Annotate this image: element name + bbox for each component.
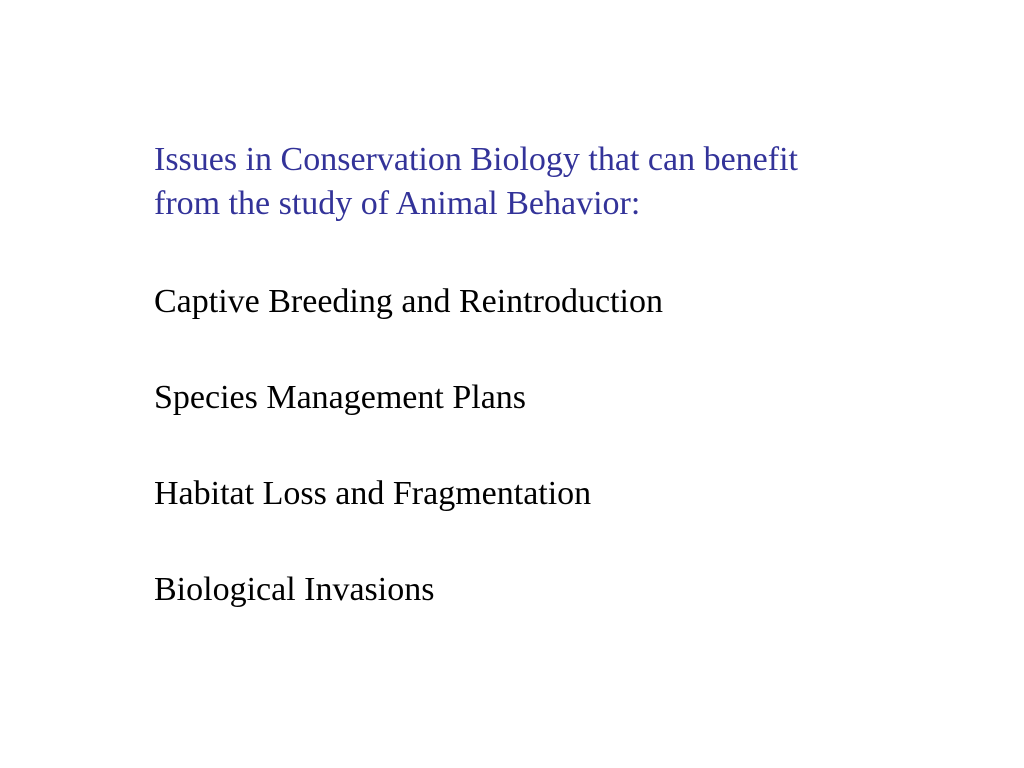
topic-habitat-loss: Habitat Loss and Fragmentation [154,475,592,512]
slide-title-line-1: Issues in Conservation Biology that can benefit [154,141,798,178]
topic-biological-invasions: Biological Invasions [154,571,435,608]
topic-captive-breeding: Captive Breeding and Reintroduction [154,283,663,320]
slide-title [154,138,954,226]
topic-list [154,280,663,664]
topic-species-management: Species Management Plans [154,379,527,416]
slide-title-line-2: from the study of Animal Behavior: [154,185,641,222]
